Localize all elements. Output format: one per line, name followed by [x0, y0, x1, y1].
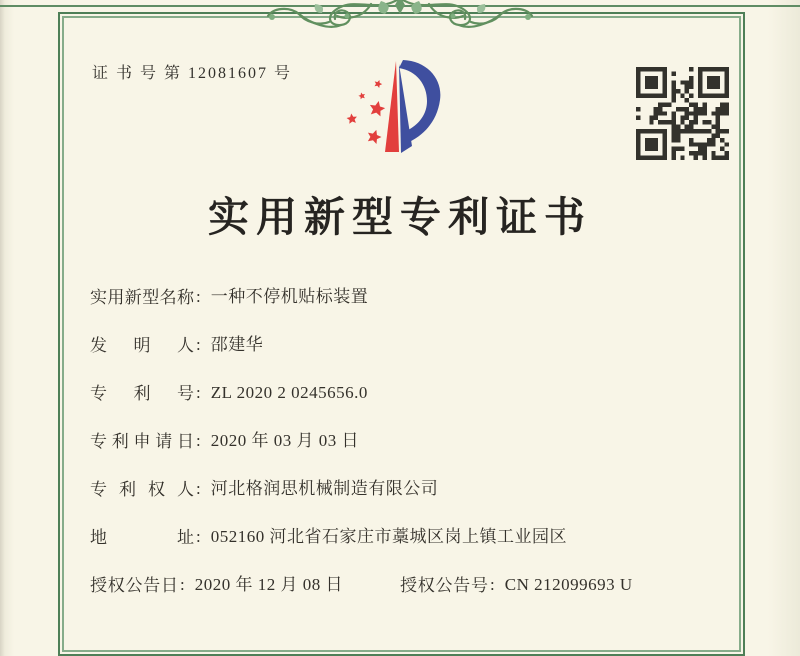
field-row-patent-no: [90, 369, 750, 417]
field-value: 河北格润思机械制造有限公司: [210, 479, 439, 498]
field-row-name: [90, 273, 750, 321]
cnipa-patent-logo-icon: [333, 56, 463, 168]
field-value: 2020 年 03 月 03 日: [210, 431, 359, 450]
field-row-patentee: [90, 465, 750, 513]
field-label: 专利权人: [90, 479, 194, 499]
field-colon: :: [196, 431, 201, 450]
field-colon: :: [196, 287, 201, 306]
field-label: 专利申请日: [90, 431, 194, 451]
field-row-address: [90, 513, 750, 561]
field-colon: :: [490, 575, 495, 594]
qr-code-icon: [636, 67, 729, 160]
certificate-title: 实用新型专利证书: [208, 194, 592, 240]
ornament-center: [395, 0, 405, 14]
field-colon: :: [196, 383, 201, 402]
field-label: 专利号: [90, 383, 194, 403]
certificate-fields: [90, 273, 750, 609]
grant-no-group: [400, 561, 633, 609]
field-value: 2020 年 12 月 08 日: [194, 575, 343, 594]
field-label: 授权公告日: [90, 575, 178, 595]
field-row-inventor: [90, 321, 750, 369]
field-label: 地址: [90, 527, 194, 547]
field-value: 一种不停机贴标装置: [210, 287, 369, 306]
floral-ornament-icon: [263, 0, 537, 32]
field-row-filing-date: [90, 417, 750, 465]
field-label: 实用新型名称: [90, 287, 194, 307]
field-colon: :: [180, 575, 185, 594]
field-colon: :: [196, 479, 201, 498]
certificate-number: 证 书 号 第 12081607 号: [92, 65, 293, 82]
field-colon: :: [196, 335, 201, 354]
field-label: 授权公告号: [400, 575, 488, 595]
field-value: ZL 2020 2 0245656.0: [210, 383, 368, 402]
grant-date-group: [90, 561, 400, 609]
field-value: 052160 河北省石家庄市藁城区岗上镇工业园区: [210, 527, 567, 546]
field-label: 发明人: [90, 335, 194, 355]
field-value: CN 212099693 U: [504, 575, 633, 594]
field-value: 邵建华: [210, 335, 264, 354]
field-row-grant: [90, 561, 750, 609]
field-colon: :: [196, 527, 201, 546]
